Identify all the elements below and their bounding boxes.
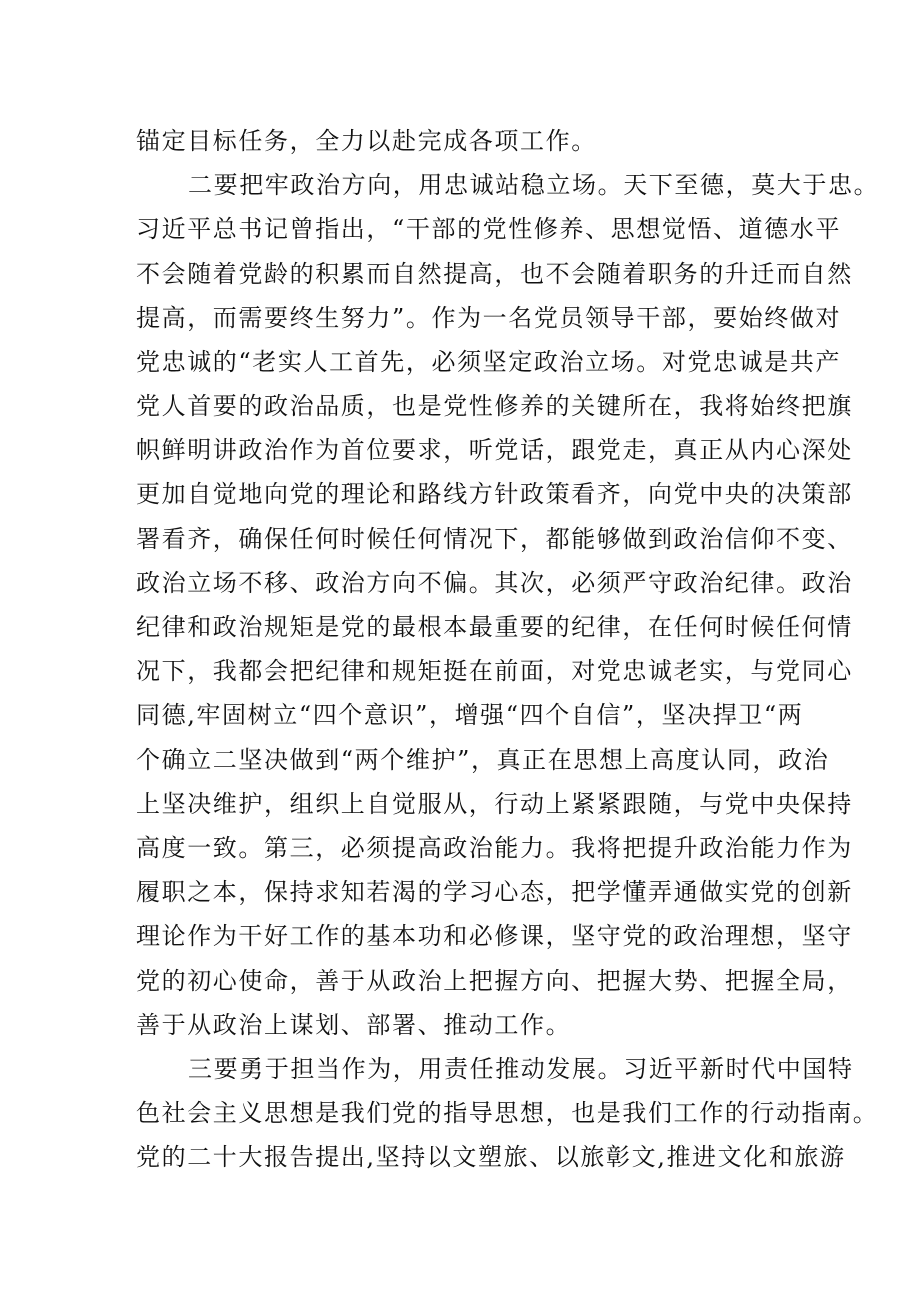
text-line: 署看齐，确保任何时候任何情况下，都能够做到政治信仰不变、 <box>136 525 853 553</box>
text-line: 况下，我都会把纪律和规矩挺在前面，对党忠诚老实，与党同心 <box>136 657 853 685</box>
text-line: 党的二十大报告提出,坚持以文塑旅、以旅彰文,推进文化和旅游 <box>136 1143 846 1171</box>
text-line: 理论作为干好工作的基本功和必修课，坚守党的政治理想，坚守 <box>136 922 853 950</box>
text-line: 党忠诚的“老实人工首先，必须坚定政治立场。对党忠诚是共产 <box>136 348 842 376</box>
text-line: 履职之本，保持求知若渴的学习心态，把学懂弄通做实党的创新 <box>136 878 853 906</box>
text-line: 党人首要的政治品质，也是党性修养的关键所在，我将始终把旗 <box>136 392 853 420</box>
text-line: 高度一致。第三，必须提高政治能力。我将把提升政治能力作为 <box>136 834 853 862</box>
text-line: 习近平总书记曾指出，“干部的党性修养、思想觉悟、道德水平 <box>136 215 842 243</box>
text-line: 上坚决维护，组织上自觉服从，行动上紧紧跟随，与党中央保持 <box>136 790 853 818</box>
paragraph-start-line: 三要勇于担当作为，用责任推动发展。习近平新时代中国特 <box>188 1055 854 1083</box>
text-line: 色社会主义思想是我们党的指导思想，也是我们工作的行动指南。 <box>136 1099 879 1127</box>
text-line: 不会随着党龄的积累而自然提高，也不会随着职务的升迁而自然 <box>136 260 853 288</box>
text-line: 更加自觉地向党的理论和路线方针政策看齐，向党中央的决策部 <box>136 480 853 508</box>
text-line: 锚定目标任务，全力以赴完成各项工作。 <box>136 127 597 155</box>
text-line: 政治立场不移、政治方向不偏。其次，必须严守政治纪律。政治 <box>136 569 853 597</box>
text-line: 帜鲜明讲政治作为首位要求，听党话，跟党走，真正从内心深处 <box>136 436 853 464</box>
text-line: 纪律和政治规矩是党的最根本最重要的纪律，在任何时候任何情 <box>136 613 853 641</box>
text-line: 善于从政治上谋划、部署、推动工作。 <box>136 1011 572 1039</box>
text-line: 提高，而需要终生努力”。作为一名党员领导干部，要始终做对 <box>136 304 842 332</box>
text-line: 个确立二坚决做到“两个维护”，真正在思想上高度认同，政治 <box>136 746 830 774</box>
text-line: 同德,牢固树立“四个意识”，增强“四个自信”，坚决捍卫“两 <box>136 701 804 729</box>
text-line: 党的初心使命，善于从政治上把握方向、把握大势、把握全局， <box>136 967 853 995</box>
paragraph-start-line: 二要把牢政治方向，用忠诚站稳立场。天下至德，莫大于忠。 <box>188 171 880 199</box>
